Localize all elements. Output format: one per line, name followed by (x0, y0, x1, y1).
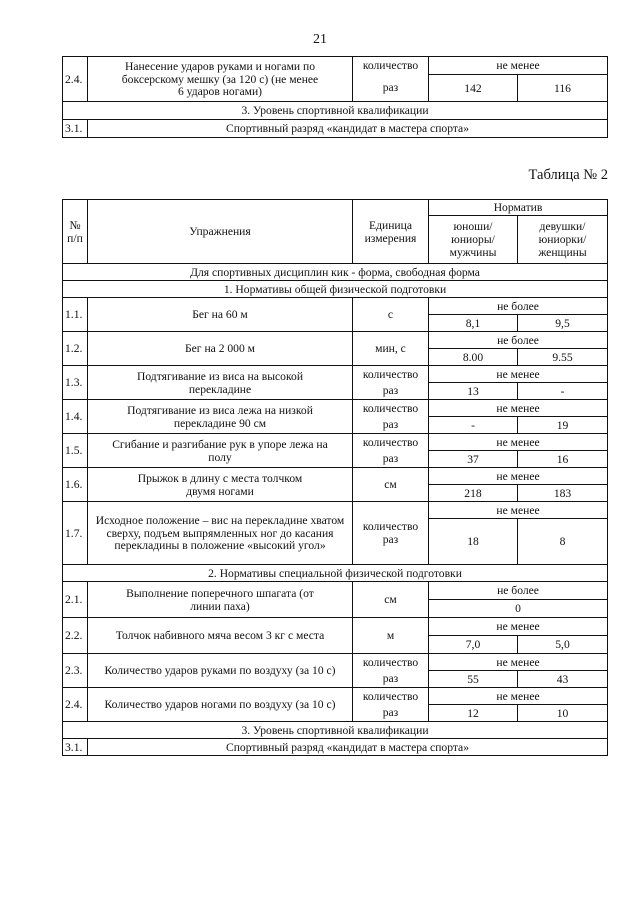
exercise-name: Количество ударов руками по воздуху (за 10 с) (88, 654, 353, 688)
female-value: 9.55 (518, 349, 608, 366)
norm-label: не более (429, 582, 608, 600)
exercise-name: Сгибание и разгибание рук в упоре лежа на полу (88, 434, 353, 468)
male-value: 142 (429, 75, 518, 102)
header-num: № п/п (63, 200, 88, 264)
female-value: 19 (518, 417, 608, 434)
unit-top: количество (353, 688, 429, 705)
male-value: 18 (429, 519, 518, 565)
male-value: - (429, 417, 518, 434)
unit-bottom: раз (353, 75, 429, 102)
norm-label: не менее (429, 688, 608, 705)
male-value: 13 (429, 383, 518, 400)
exercise-name: Прыжок в длину с места толчком двумя ногами (88, 468, 353, 502)
norm-label: не менее (429, 400, 608, 417)
female-value: 5,0 (518, 636, 608, 654)
male-value: 37 (429, 451, 518, 468)
female-value: 8 (518, 519, 608, 565)
qualification-text: Спортивный разряд «кандидат в мастера спорта» (88, 120, 608, 138)
qualification-text: Спортивный разряд «кандидат в мастера спорта» (88, 739, 608, 756)
male-value: 12 (429, 705, 518, 722)
norm-label: не более (429, 332, 608, 349)
section-heading: 3. Уровень спортивной квалификации (63, 722, 608, 739)
exercise-name: Исходное положение – вис на перекладине хватом сверху, подъем выпрямленных ног до касания перекладины в положение «высокий угол» (88, 502, 353, 565)
male-value: 55 (429, 671, 518, 688)
section-heading: 2. Нормативы специальной физической подготовки (63, 565, 608, 582)
unit: м (353, 618, 429, 654)
header-female: девушки/ юниорки/ женщины (518, 216, 608, 264)
female-value: 10 (518, 705, 608, 722)
header-exercise: Упражнения (88, 200, 353, 264)
norm-label: не менее (429, 57, 608, 75)
row-number: 2.2. (63, 618, 88, 654)
female-value: 16 (518, 451, 608, 468)
norm-label: не более (429, 298, 608, 315)
unit: см (353, 468, 429, 502)
norm-label: не менее (429, 654, 608, 671)
female-value: 183 (518, 485, 608, 502)
female-value: 9,5 (518, 315, 608, 332)
exercise-name: Подтягивание из виса лежа на низкой перекладине 90 см (88, 400, 353, 434)
exercise-name: Бег на 2 000 м (88, 332, 353, 366)
exercise-name: Бег на 60 м (88, 298, 353, 332)
table-continuation (62, 56, 608, 138)
unit-top: количество (353, 57, 429, 75)
header-unit: Единица измерения (353, 200, 429, 264)
norms-table (62, 199, 608, 756)
header-norm: Норматив (429, 200, 608, 216)
row-number: 3.1. (63, 120, 88, 138)
norm-label: не менее (429, 618, 608, 636)
row-number: 1.6. (63, 468, 88, 502)
exercise-name: Выполнение поперечного шпагата (от линии паха) (88, 582, 353, 618)
female-value: 116 (518, 75, 608, 102)
unit-top: количество (353, 434, 429, 451)
unit-bottom: раз (353, 671, 429, 688)
page-number: 21 (313, 32, 327, 47)
unit-bottom: раз (382, 533, 399, 546)
unit: мин, с (353, 332, 429, 366)
exercise-name: Нанесение ударов руками и ногами по боксерскому мешку (за 120 с) (не менее 6 ударов ногами) (88, 57, 353, 102)
unit-top: количество (353, 366, 429, 383)
female-value: - (518, 383, 608, 400)
unit-combined (353, 502, 429, 565)
row-number: 2.3. (63, 654, 88, 688)
exercise-name: Количество ударов ногами по воздуху (за 10 с) (88, 688, 353, 722)
unit: см (353, 582, 429, 618)
row-number: 2.1. (63, 582, 88, 618)
row-number: 1.3. (63, 366, 88, 400)
header-male: юноши/ юниоры/ мужчины (429, 216, 518, 264)
row-number: 1.7. (63, 502, 88, 565)
exercise-name: Толчок набивного мяча весом 3 кг с места (88, 618, 353, 654)
unit-bottom: раз (353, 451, 429, 468)
norm-label: не менее (429, 502, 608, 519)
norm-label: не менее (429, 366, 608, 383)
unit-top: количество (362, 520, 419, 534)
unit-top: количество (353, 400, 429, 417)
female-value: 43 (518, 671, 608, 688)
discipline-heading: Для спортивных дисциплин кик - форма, свободная форма (63, 264, 608, 281)
male-value: 8,1 (429, 315, 518, 332)
section-heading: 1. Нормативы общей физической подготовки (63, 281, 608, 298)
norm-label: не менее (429, 434, 608, 451)
male-value: 7,0 (429, 636, 518, 654)
unit-top: количество (353, 654, 429, 671)
male-value: 218 (429, 485, 518, 502)
row-number: 1.1. (63, 298, 88, 332)
table-caption: Таблица № 2 (528, 167, 608, 183)
unit-bottom: раз (353, 705, 429, 722)
row-number: 1.5. (63, 434, 88, 468)
row-number: 2.4. (63, 688, 88, 722)
row-number: 1.4. (63, 400, 88, 434)
row-number: 2.4. (63, 57, 88, 102)
unit-bottom: раз (353, 383, 429, 400)
section-heading: 3. Уровень спортивной квалификации (63, 102, 608, 120)
unit: с (353, 298, 429, 332)
unit-bottom: раз (353, 417, 429, 434)
row-number: 3.1. (63, 739, 88, 756)
exercise-name: Подтягивание из виса на высокой перекладине (88, 366, 353, 400)
row-number: 1.2. (63, 332, 88, 366)
male-value: 8.00 (429, 349, 518, 366)
combined-value: 0 (429, 600, 608, 618)
norm-label: не менее (429, 468, 608, 485)
